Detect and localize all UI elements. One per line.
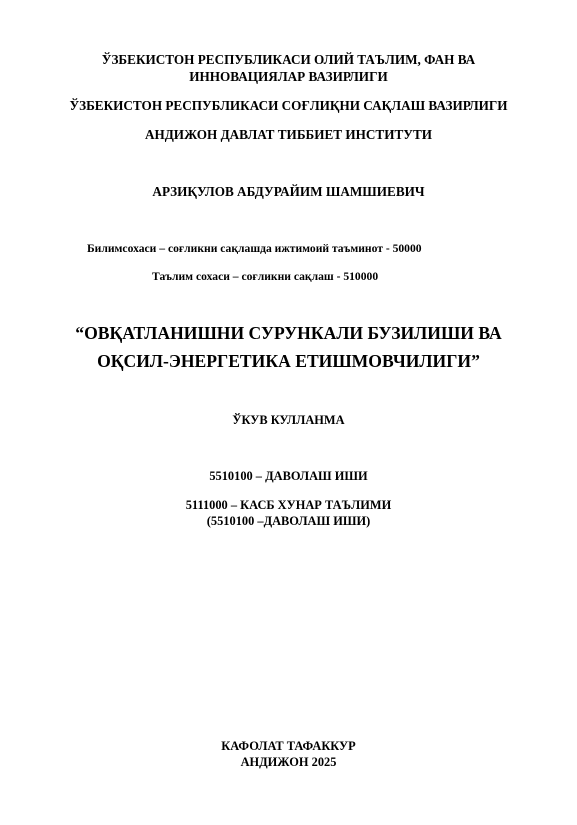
education-area: Таълим сохаси – соғликни сақлаш - 510000 — [152, 270, 379, 283]
specialty-2-line1: 5111000 – КАСБ ХУНАР ТАЪЛИМИ — [185, 498, 392, 512]
document-type: ЎКУВ КУЛЛАНМА — [232, 413, 345, 427]
document-title-line2: ОҚСИЛ-ЭНЕРГЕТИКА ЕТИШМОВЧИЛИГИ” — [97, 351, 480, 371]
institute-heading: АНДИЖОН ДАВЛАТ ТИББИЕТ ИНСТИТУТИ — [144, 127, 433, 142]
document-title-line1: “ОВҚАТЛАНИШНИ СУРУНКАЛИ БУЗИЛИШИ ВА — [75, 323, 502, 343]
ministry-heading-line1: ЎЗБЕКИСТОН РЕСПУБЛИКАСИ ОЛИЙ ТАЪЛИМ, ФАН ВА — [101, 52, 476, 67]
knowledge-area: Билимсохаси – соғликни сақлашда ижтимоий таъминот - 50000 — [87, 242, 422, 255]
specialty-2-line2: (5510100 –ДАВОЛАШ ИШИ) — [206, 514, 371, 528]
city-year: АНДИЖОН 2025 — [240, 755, 337, 769]
specialty-1: 5510100 – ДАВОЛАШ ИШИ — [209, 469, 368, 483]
health-ministry-heading: ЎЗБЕКИСТОН РЕСПУБЛИКАСИ СОҒЛИҚНИ САҚЛАШ ВАЗИРЛИГИ — [69, 98, 508, 113]
ministry-heading-line2: ИННОВАЦИЯЛАР ВАЗИРЛИГИ — [189, 69, 388, 84]
publisher-name: КАФОЛАТ ТАФАККУР — [221, 739, 356, 753]
author-name: АРЗИҚУЛОВ АБДУРАЙИМ ШАМШИЕВИЧ — [152, 184, 425, 199]
